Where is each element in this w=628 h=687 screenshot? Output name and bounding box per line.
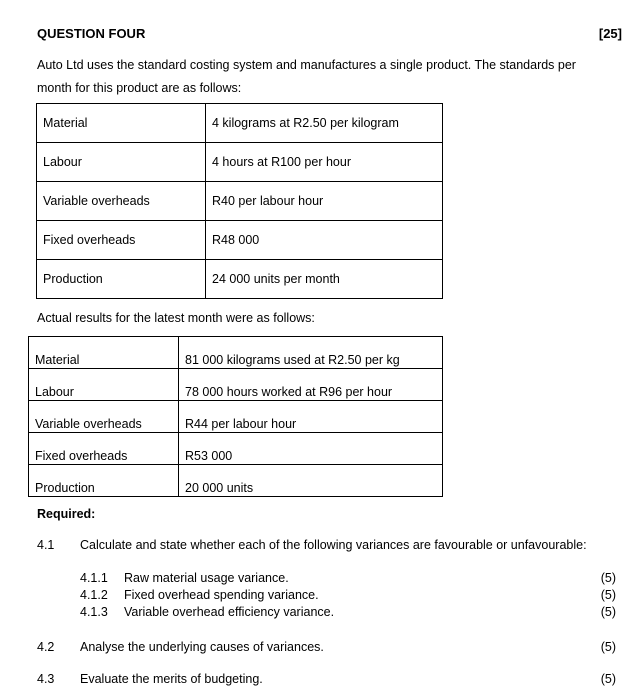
actuals-table	[28, 336, 443, 497]
sub-item-text: Variable overhead efficiency variance.	[124, 605, 335, 619]
total-marks: [25]	[598, 26, 622, 41]
actual-item-label: Material	[35, 353, 80, 367]
standard-item: Material	[37, 104, 206, 143]
question-heading: QUESTION FOUR	[37, 26, 146, 41]
intro-line-2: month for this product are as follows:	[37, 81, 242, 95]
table-row	[37, 221, 443, 260]
standard-value: 4 kilograms at R2.50 per kilogram	[206, 104, 443, 143]
actual-item-label: Production	[35, 481, 95, 495]
standard-item: Production	[37, 260, 206, 299]
standard-item: Variable overheads	[37, 182, 206, 221]
q43-text: Evaluate the merits of budgeting.	[80, 672, 263, 686]
sub-item-number: 4.1.1	[80, 571, 108, 585]
sub-item-marks: (5)	[600, 588, 616, 602]
actual-item-label: Labour	[35, 385, 74, 399]
actual-item	[29, 433, 179, 465]
q41-text: Calculate and state whether each of the following variances are favourable or unfavourable:	[80, 538, 587, 552]
standard-item: Labour	[37, 143, 206, 182]
actual-value-text: 20 000 units	[185, 481, 254, 495]
table-row	[37, 260, 443, 299]
q42-number: 4.2	[37, 640, 55, 654]
actual-value	[179, 369, 443, 401]
sub-item-number: 4.1.2	[80, 588, 108, 602]
actual-value	[179, 465, 443, 497]
actual-value-text: R53 000	[185, 449, 233, 463]
sub-item-marks: (5)	[600, 571, 616, 585]
actual-value-text: R44 per labour hour	[185, 417, 297, 431]
standard-value: R40 per labour hour	[206, 182, 443, 221]
actual-value-text: 81 000 kilograms used at R2.50 per kg	[185, 353, 400, 367]
table-row	[37, 143, 443, 182]
standard-value: R48 000	[206, 221, 443, 260]
q42-marks: (5)	[600, 640, 616, 654]
q42-text: Analyse the underlying causes of variances.	[80, 640, 324, 654]
actual-value	[179, 433, 443, 465]
table-row	[29, 433, 443, 465]
standards-table	[36, 103, 443, 299]
sub-item-number: 4.1.3	[80, 605, 108, 619]
q41-number: 4.1	[37, 538, 55, 552]
q43-number: 4.3	[37, 672, 55, 686]
standard-value: 24 000 units per month	[206, 260, 443, 299]
actual-value	[179, 401, 443, 433]
intro-line-1: Auto Ltd uses the standard costing system and manufactures a single product. The standards per	[37, 58, 576, 72]
actual-item	[29, 465, 179, 497]
actual-value-text: 78 000 hours worked at R96 per hour	[185, 385, 393, 399]
standard-item: Fixed overheads	[37, 221, 206, 260]
actual-item	[29, 401, 179, 433]
table-row	[29, 401, 443, 433]
actual-item	[29, 369, 179, 401]
table-row	[37, 104, 443, 143]
table-row	[29, 369, 443, 401]
required-label: Required:	[37, 507, 96, 521]
actual-intro: Actual results for the latest month were as follows:	[37, 311, 315, 325]
actual-item-label: Variable overheads	[35, 417, 142, 431]
table-row	[29, 465, 443, 497]
actual-item	[29, 337, 179, 369]
sub-item-text: Fixed overhead spending variance.	[124, 588, 319, 602]
actual-value	[179, 337, 443, 369]
standard-value: 4 hours at R100 per hour	[206, 143, 443, 182]
sub-item-text: Raw material usage variance.	[124, 571, 289, 585]
table-row	[37, 182, 443, 221]
table-row	[29, 337, 443, 369]
actual-item-label: Fixed overheads	[35, 449, 128, 463]
sub-item-marks: (5)	[600, 605, 616, 619]
q43-marks: (5)	[600, 672, 616, 686]
